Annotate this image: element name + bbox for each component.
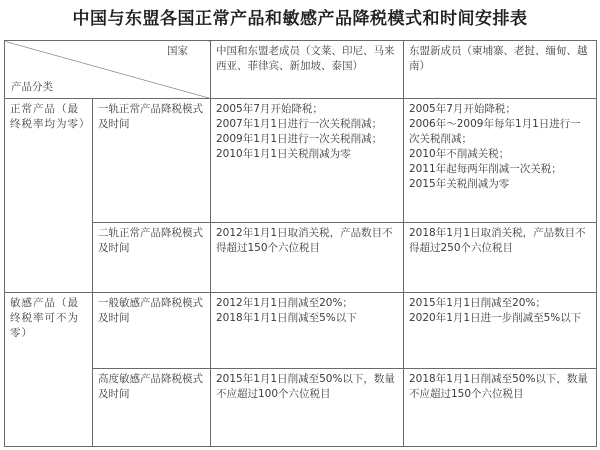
old-members-cell [211, 369, 404, 447]
schedule-line: 2015年1月1日削减至50%以下，数量不应超过100个六位税目 [216, 373, 395, 400]
schedule-line: 2018年1月1日取消关税，产品数目不得超过250个六位税目 [409, 227, 586, 254]
schedule-line: 2020年1月1日进一步削减至5%以下 [409, 312, 582, 324]
schedule-line: 2011年起每两年削减一次关税； [409, 163, 562, 175]
schedule-line: 2005年7月开始降税； [216, 103, 323, 115]
tariff-schedule-table [4, 40, 597, 447]
mode-cell: 高度敏感产品降税模式及时间 [93, 369, 211, 447]
header-row [5, 41, 597, 99]
schedule-line: 2015年关税削减为零 [409, 178, 510, 190]
old-members-cell [211, 223, 404, 293]
schedule-line: 2012年1月1日削减至20%； [216, 297, 353, 309]
mode-cell: 一般敏感产品降税模式及时间 [93, 293, 211, 369]
table-row [5, 223, 597, 293]
table-row [5, 99, 597, 223]
new-members-cell [404, 369, 597, 447]
schedule-line: 2007年1月1日进行一次关税削减； [216, 118, 383, 130]
mode-cell: 二轨正常产品降税模式及时间 [93, 223, 211, 293]
new-members-cell [404, 223, 597, 293]
table-row [5, 293, 597, 369]
schedule-line: 2018年1月1日削减至50%以下，数量不应超过150个六位税目 [409, 373, 588, 400]
category-normal-products: 正常产品（最终税率均为零） [5, 99, 93, 293]
schedule-line: 2015年1月1日削减至20%； [409, 297, 546, 309]
category-sensitive-products: 敏感产品（最终税率可不为零） [5, 293, 93, 447]
new-members-cell [404, 99, 597, 223]
mode-cell: 一轨正常产品降税模式及时间 [93, 99, 211, 223]
old-members-header: 中国和东盟老成员（文莱、印尼、马来西亚、菲律宾、新加坡、泰国） [211, 41, 404, 99]
schedule-line: 2018年1月1日削减至5%以下 [216, 312, 357, 324]
country-header-label: 国家 [167, 45, 188, 57]
corner-header-cell [5, 41, 211, 99]
old-members-cell [211, 293, 404, 369]
schedule-line: 2006年～2009年每年1月1日进行一次关税削减； [409, 118, 581, 145]
new-members-cell [404, 293, 597, 369]
category-header-label: 产品分类 [11, 81, 53, 93]
schedule-line: 2005年7月开始降税； [409, 103, 516, 115]
schedule-line: 2010年不削减关税； [409, 148, 510, 160]
schedule-line: 2012年1月1日取消关税，产品数目不得超过150个六位税目 [216, 227, 393, 254]
document-title: 中国与东盟各国正常产品和敏感产品降税模式和时间安排表 [72, 9, 528, 29]
new-members-header: 东盟新成员（柬埔寨、老挝、缅甸、越南） [404, 41, 597, 99]
schedule-line: 2009年1月1日进行一次关税削减； [216, 133, 383, 145]
schedule-line: 2010年1月1日关税削减为零 [216, 148, 351, 160]
table-row [5, 369, 597, 447]
old-members-cell [211, 99, 404, 223]
